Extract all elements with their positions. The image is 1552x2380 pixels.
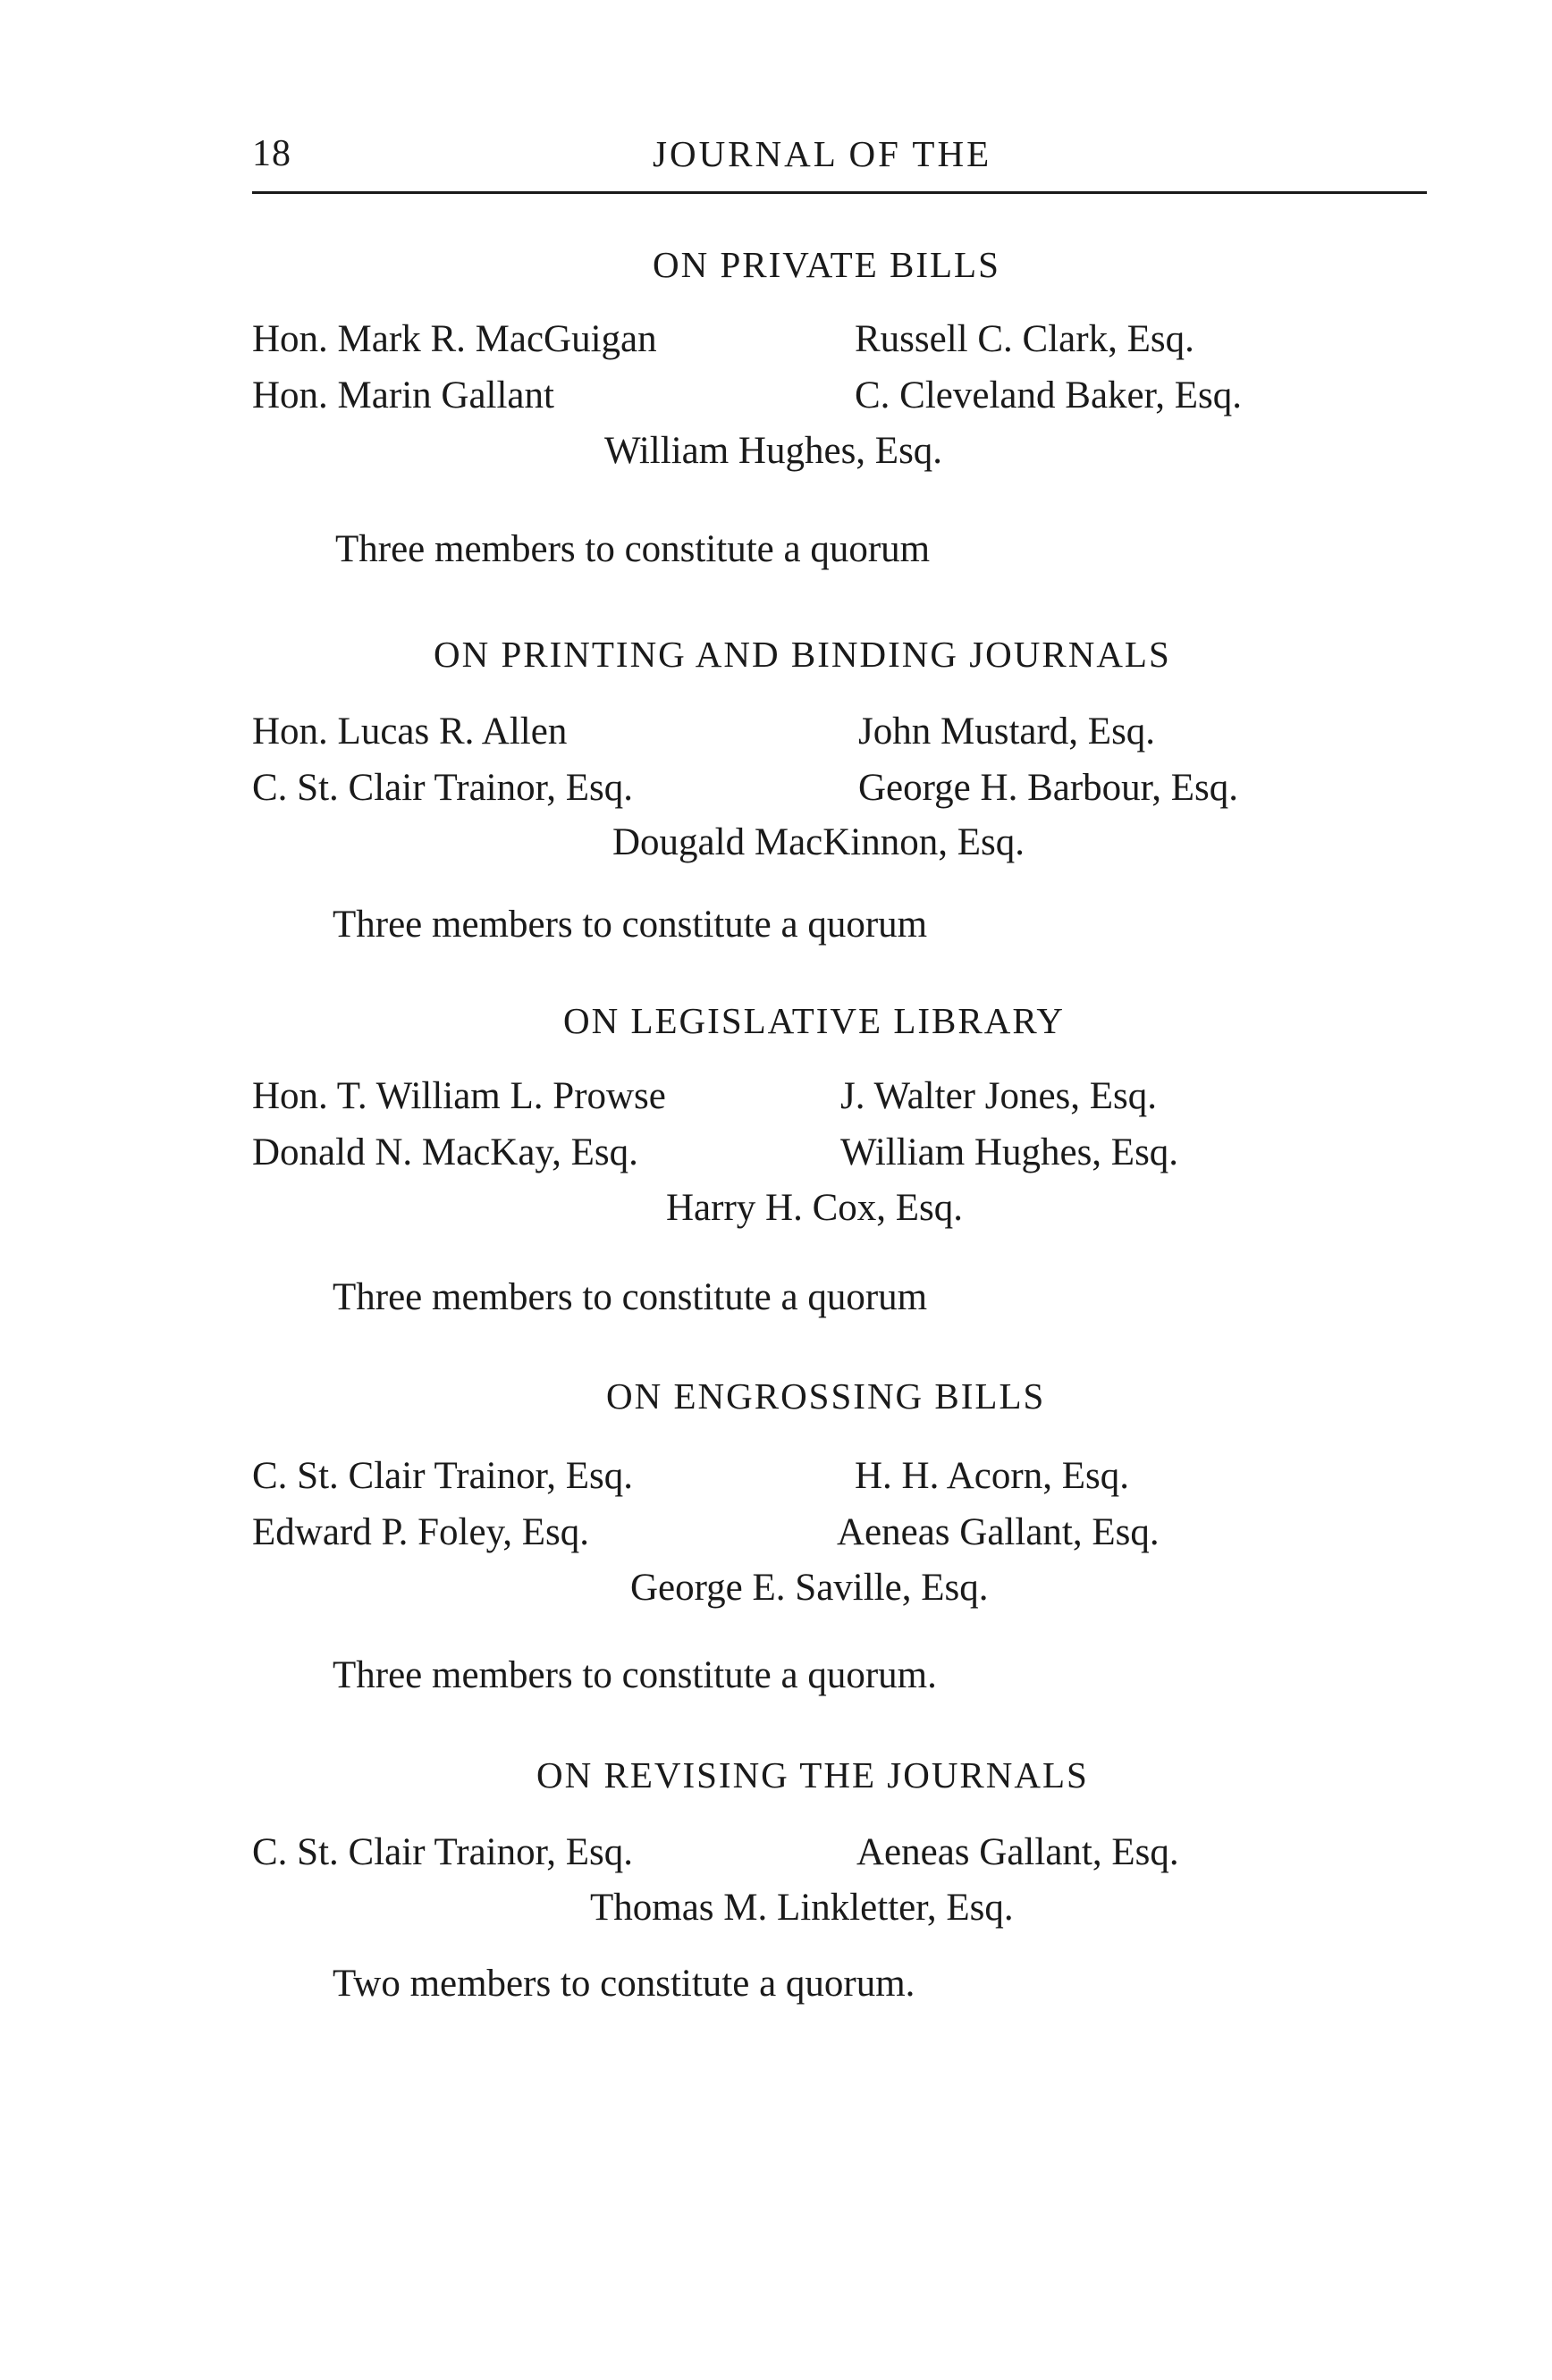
page-number: 18 <box>252 133 291 174</box>
member-center: George E. Saville, Esq. <box>630 1567 989 1609</box>
section-title: ON PRINTING AND BINDING JOURNALS <box>434 634 1171 675</box>
member-right-2: C. Cleveland Baker, Esq. <box>855 374 1242 416</box>
member-right-1: John Mustard, Esq. <box>858 711 1156 753</box>
section-title: ON PRIVATE BILLS <box>653 244 1000 285</box>
member-right-1: Aeneas Gallant, Esq. <box>856 1831 1179 1873</box>
quorum-note: Two members to constitute a quorum. <box>333 1963 915 2005</box>
member-left-1: Hon. Mark R. MacGuigan <box>252 318 657 360</box>
member-left-2: C. St. Clair Trainor, Esq. <box>252 767 633 809</box>
member-left-2: Hon. Marin Gallant <box>252 374 554 416</box>
member-center: Dougald MacKinnon, Esq. <box>612 821 1025 863</box>
running-head: JOURNAL OF THE <box>653 133 992 174</box>
member-right-1: H. H. Acorn, Esq. <box>855 1455 1129 1497</box>
member-right-1: J. Walter Jones, Esq. <box>840 1075 1158 1117</box>
quorum-note: Three members to constitute a quorum. <box>333 1654 937 1696</box>
section-title: ON REVISING THE JOURNALS <box>536 1754 1089 1796</box>
member-left-1: C. St. Clair Trainor, Esq. <box>252 1455 633 1497</box>
member-center: William Hughes, Esq. <box>604 430 943 472</box>
member-left-1: C. St. Clair Trainor, Esq. <box>252 1831 633 1873</box>
member-left-1: Hon. T. William L. Prowse <box>252 1075 666 1117</box>
member-center: Thomas M. Linkletter, Esq. <box>590 1887 1014 1929</box>
section-title: ON LEGISLATIVE LIBRARY <box>563 1000 1066 1041</box>
member-left-2: Donald N. MacKay, Esq. <box>252 1131 638 1173</box>
member-center: Harry H. Cox, Esq. <box>666 1187 964 1229</box>
section-title: ON ENGROSSING BILLS <box>606 1375 1046 1417</box>
quorum-note: Three members to constitute a quorum <box>333 904 928 946</box>
member-left-2: Edward P. Foley, Esq. <box>252 1511 590 1553</box>
member-right-2: George H. Barbour, Esq. <box>858 767 1239 809</box>
member-right-1: Russell C. Clark, Esq. <box>855 318 1194 360</box>
quorum-note: Three members to constitute a quorum <box>335 528 931 570</box>
member-right-2: William Hughes, Esq. <box>840 1131 1179 1173</box>
quorum-note: Three members to constitute a quorum <box>333 1276 928 1318</box>
header-rule <box>252 191 1427 194</box>
page-header <box>0 132 1552 186</box>
member-right-2: Aeneas Gallant, Esq. <box>837 1511 1160 1553</box>
member-left-1: Hon. Lucas R. Allen <box>252 711 568 753</box>
